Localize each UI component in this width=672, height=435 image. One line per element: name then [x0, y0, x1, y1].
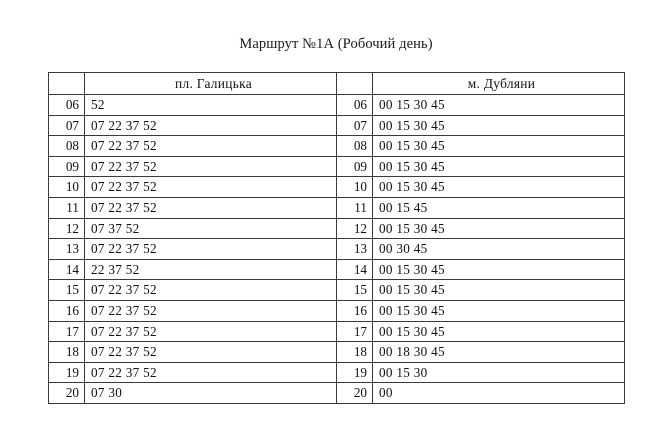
- table-row: [49, 280, 625, 301]
- cell-right-hour: 17: [337, 321, 373, 342]
- table-row: [49, 115, 625, 136]
- cell-right-hour: 09: [337, 156, 373, 177]
- table-row: [49, 300, 625, 321]
- cell-left-minutes: 07 22 37 52: [85, 280, 337, 301]
- cell-left-minutes: 07 22 37 52: [85, 197, 337, 218]
- cell-left-minutes: 07 22 37 52: [85, 362, 337, 383]
- schedule-table: [48, 72, 625, 404]
- cell-left-minutes: 07 22 37 52: [85, 239, 337, 260]
- cell-right-minutes: 00 15 30 45: [373, 177, 625, 198]
- cell-left-minutes: 07 22 37 52: [85, 321, 337, 342]
- table-row: [49, 95, 625, 116]
- header-right-hour-spacer: [337, 73, 373, 95]
- header-stop-galytska: пл. Галицька: [85, 73, 337, 95]
- cell-left-minutes: 52: [85, 95, 337, 116]
- cell-left-hour: 19: [49, 362, 85, 383]
- cell-left-hour: 07: [49, 115, 85, 136]
- table-row: [49, 177, 625, 198]
- cell-right-hour: 06: [337, 95, 373, 116]
- cell-right-minutes: 00 30 45: [373, 239, 625, 260]
- cell-right-hour: 16: [337, 300, 373, 321]
- cell-left-hour: 15: [49, 280, 85, 301]
- cell-left-hour: 18: [49, 342, 85, 363]
- cell-right-hour: 13: [337, 239, 373, 260]
- cell-right-minutes: 00 15 30 45: [373, 136, 625, 157]
- cell-left-hour: 17: [49, 321, 85, 342]
- cell-left-hour: 06: [49, 95, 85, 116]
- cell-right-hour: 08: [337, 136, 373, 157]
- cell-left-minutes: 22 37 52: [85, 259, 337, 280]
- table-row: [49, 321, 625, 342]
- cell-right-hour: 12: [337, 218, 373, 239]
- cell-left-minutes: 07 22 37 52: [85, 115, 337, 136]
- table-row: [49, 156, 625, 177]
- cell-left-hour: 13: [49, 239, 85, 260]
- cell-right-hour: 15: [337, 280, 373, 301]
- cell-left-minutes: 07 22 37 52: [85, 156, 337, 177]
- cell-right-minutes: 00 15 30 45: [373, 259, 625, 280]
- cell-left-hour: 16: [49, 300, 85, 321]
- cell-right-minutes: 00 15 30 45: [373, 95, 625, 116]
- table-row: [49, 259, 625, 280]
- cell-right-hour: 10: [337, 177, 373, 198]
- cell-right-minutes: 00 15 30 45: [373, 321, 625, 342]
- cell-left-minutes: 07 37 52: [85, 218, 337, 239]
- cell-right-minutes: 00 15 30 45: [373, 115, 625, 136]
- cell-left-minutes: 07 22 37 52: [85, 177, 337, 198]
- table-row: [49, 362, 625, 383]
- cell-right-minutes: 00 18 30 45: [373, 342, 625, 363]
- cell-right-minutes: 00 15 30 45: [373, 156, 625, 177]
- cell-right-minutes: 00: [373, 383, 625, 404]
- cell-left-hour: 10: [49, 177, 85, 198]
- table-row: [49, 136, 625, 157]
- cell-left-hour: 09: [49, 156, 85, 177]
- table-row: [49, 383, 625, 404]
- table-row: [49, 342, 625, 363]
- table-row: [49, 218, 625, 239]
- table-body: [49, 95, 625, 404]
- table-row: [49, 197, 625, 218]
- cell-left-hour: 20: [49, 383, 85, 404]
- cell-left-minutes: 07 22 37 52: [85, 342, 337, 363]
- cell-right-hour: 20: [337, 383, 373, 404]
- cell-right-minutes: 00 15 30: [373, 362, 625, 383]
- cell-right-hour: 11: [337, 197, 373, 218]
- cell-left-hour: 14: [49, 259, 85, 280]
- cell-left-minutes: 07 22 37 52: [85, 300, 337, 321]
- cell-right-minutes: 00 15 45: [373, 197, 625, 218]
- cell-right-minutes: 00 15 30 45: [373, 280, 625, 301]
- header-left-hour-spacer: [49, 73, 85, 95]
- cell-right-hour: 19: [337, 362, 373, 383]
- cell-right-hour: 18: [337, 342, 373, 363]
- cell-left-hour: 08: [49, 136, 85, 157]
- table-header-row: [49, 73, 625, 95]
- schedule-table-container: [48, 72, 624, 404]
- table-row: [49, 239, 625, 260]
- cell-right-minutes: 00 15 30 45: [373, 300, 625, 321]
- cell-left-hour: 12: [49, 218, 85, 239]
- cell-right-hour: 07: [337, 115, 373, 136]
- cell-left-hour: 11: [49, 197, 85, 218]
- table-head: [49, 73, 625, 95]
- cell-left-minutes: 07 22 37 52: [85, 136, 337, 157]
- cell-right-minutes: 00 15 30 45: [373, 218, 625, 239]
- cell-right-hour: 14: [337, 259, 373, 280]
- page-title: Маршрут №1А (Робочий день): [239, 36, 433, 52]
- header-stop-dublyany: м. Дубляни: [373, 73, 625, 95]
- cell-left-minutes: 07 30: [85, 383, 337, 404]
